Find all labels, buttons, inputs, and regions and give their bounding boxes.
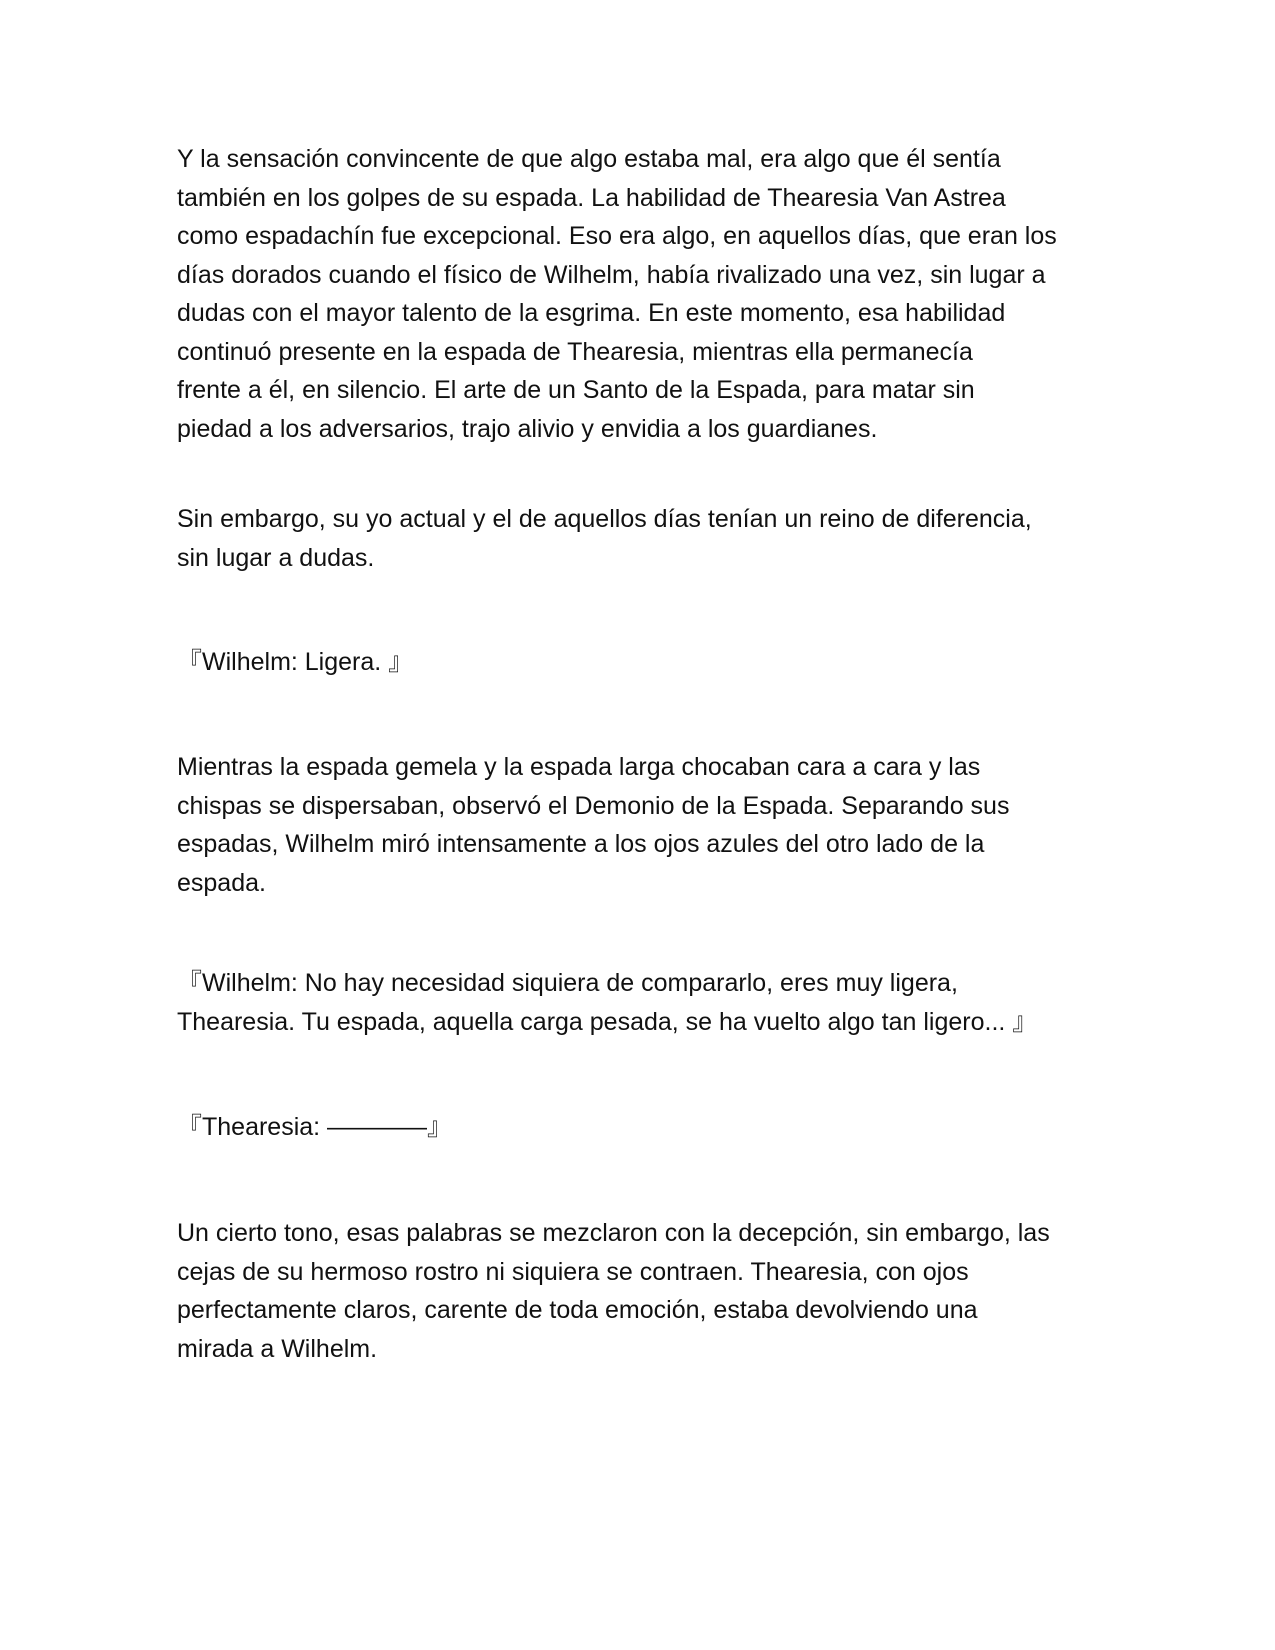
paragraph-narration-2: Sin embargo, su yo actual y el de aquellos días tenían un reino de diferencia, sin lugar a dudas. bbox=[177, 505, 1032, 572]
dialogue-thearesia: 『Thearesia: ————』 bbox=[177, 1113, 453, 1141]
paragraph-narration-4: Un cierto tono, esas palabras se mezclaron con la decepción, sin embargo, las cejas de su hermoso rostro ni siquiera se contraen. Thearesia, con ojos perfectamente claros, carente de toda emoción, estaba devolviendo una mirada a Wilhelm. bbox=[177, 1219, 1050, 1363]
dialogue-wilhelm-ligera: 『Wilhelm: Ligera. 』 bbox=[177, 648, 414, 676]
dialogue-wilhelm-comparar: 『Wilhelm: No hay necesidad siquiera de compararlo, eres muy ligera, Thearesia. Tu espada, aquella carga pesada, se ha vuelto algo tan ligero... 』 bbox=[177, 969, 1038, 1036]
paragraph-narration-1: Y la sensación convincente de que algo estaba mal, era algo que él sentía también en los golpes de su espada. La habilidad de Thearesia Van Astrea como espadachín fue excepcional. Eso era algo, en aquellos días, que eran los días dorados cuando el físico de Wilhelm, había rivalizado una vez, sin lugar a dudas con el mayor talento de la esgrima. En este momento, esa habilidad continuó presente en la espada de Thearesia, mientras ella permanecía frente a él, en silencio. El arte de un Santo de la Espada, para matar sin piedad a los adversarios, trajo alivio y envidia a los guardianes. bbox=[177, 145, 1057, 443]
paragraph-narration-3: Mientras la espada gemela y la espada larga chocaban cara a cara y las chispas se dispersaban, observó el Demonio de la Espada. Separando sus espadas, Wilhelm miró intensamente a los ojos azules del otro lado de la espada. bbox=[177, 753, 1010, 897]
